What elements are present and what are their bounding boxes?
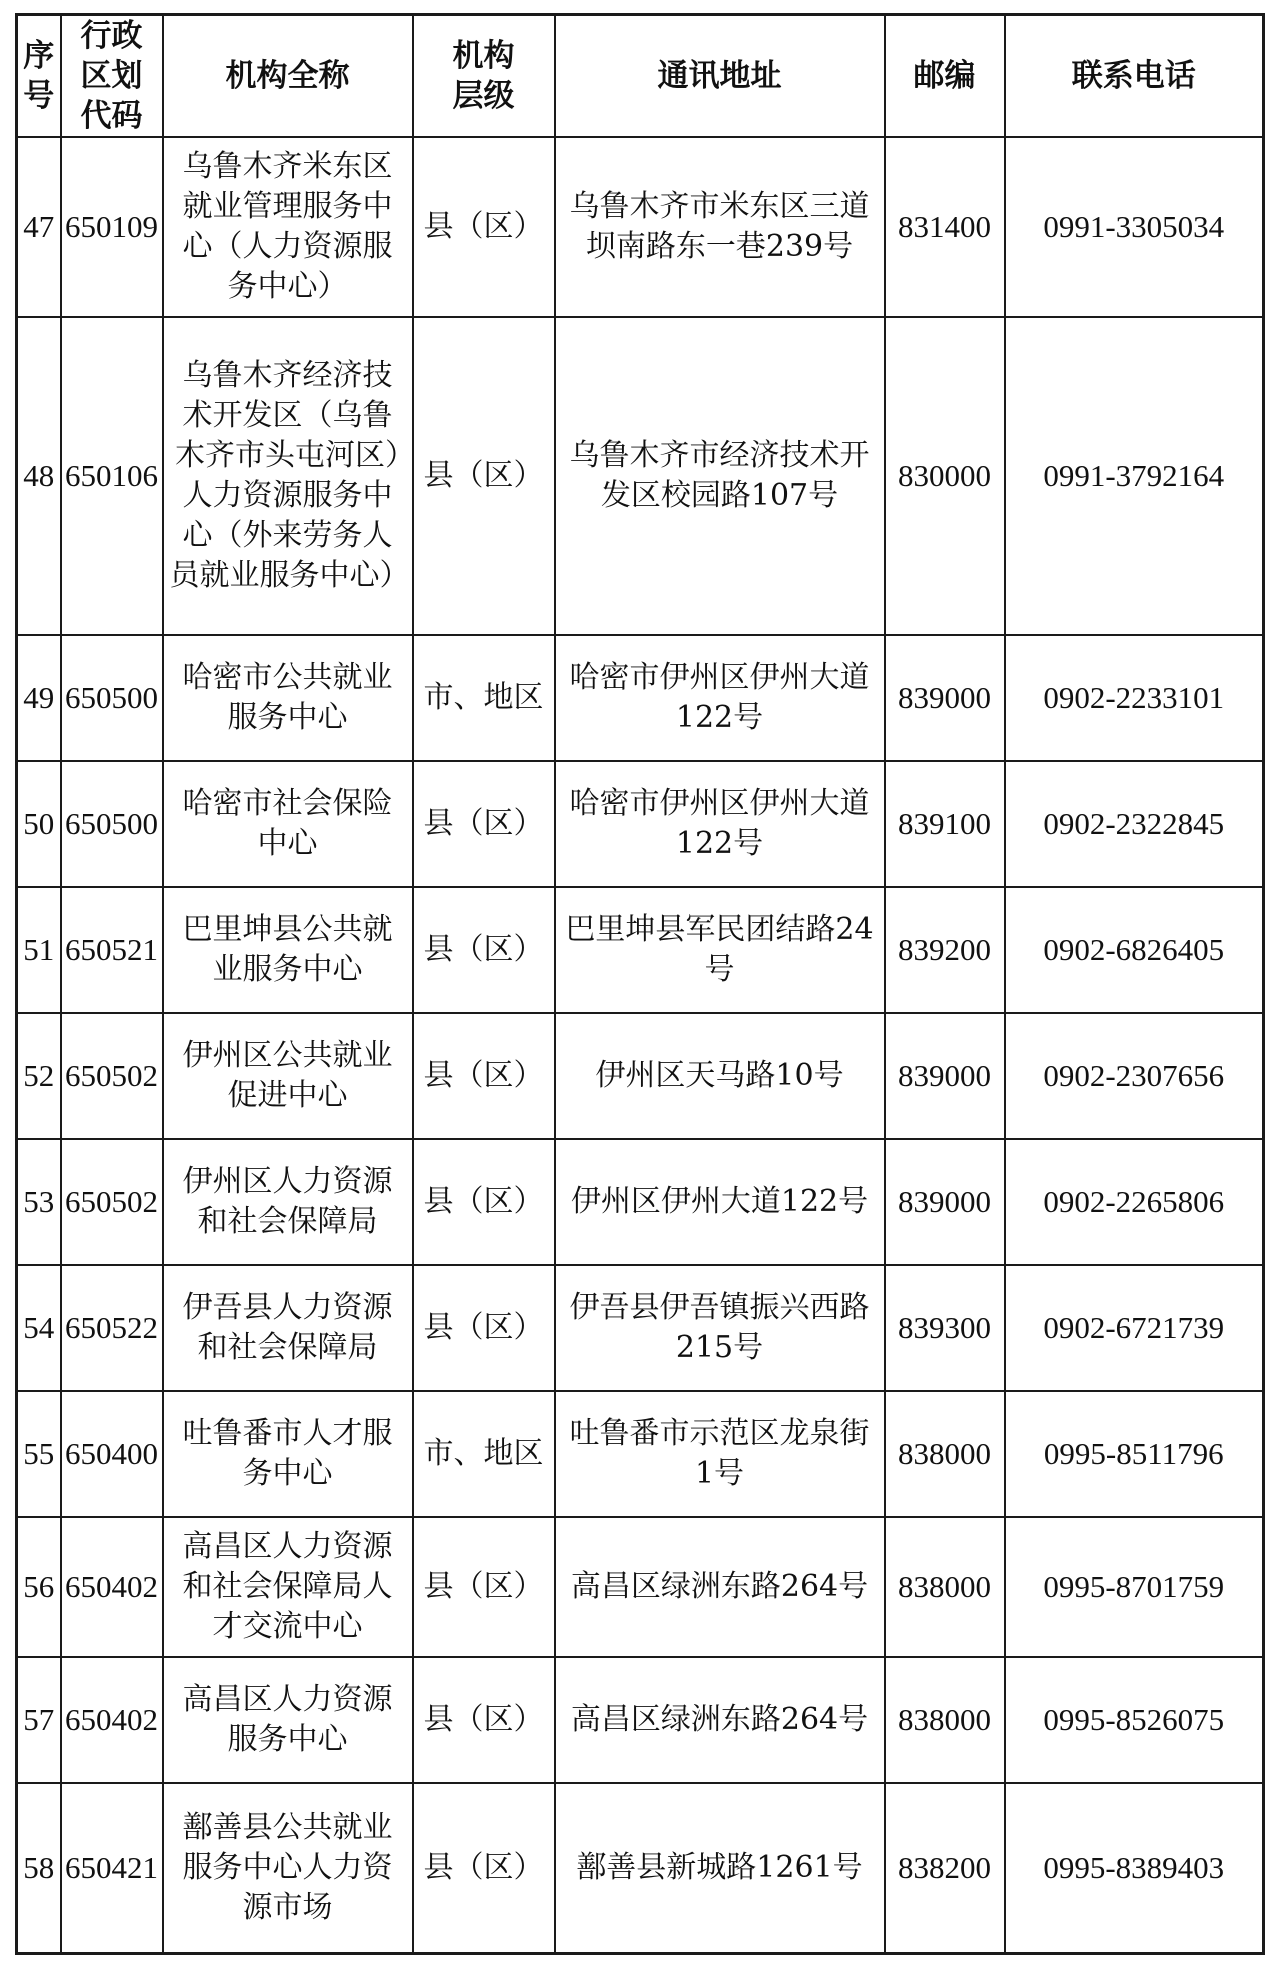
cell-address: 高昌区绿洲东路264号: [555, 1657, 885, 1783]
cell-seq: 47: [17, 137, 61, 317]
table-row: [17, 1013, 1264, 1139]
cell-phone: 0902-6826405: [1005, 887, 1264, 1013]
table-row: [17, 761, 1264, 887]
header-seq: 序号: [17, 15, 61, 138]
cell-phone: 0991-3792164: [1005, 317, 1264, 635]
cell-institution-level: 县（区）: [413, 887, 555, 1013]
cell-seq: 50: [17, 761, 61, 887]
cell-seq: 49: [17, 635, 61, 761]
cell-institution-name: 伊州区人力资源和社会保障局: [163, 1139, 413, 1265]
cell-postcode: 838000: [885, 1391, 1005, 1517]
cell-phone: 0995-8526075: [1005, 1657, 1264, 1783]
cell-address: 伊吾县伊吾镇振兴西路215号: [555, 1265, 885, 1391]
cell-seq: 52: [17, 1013, 61, 1139]
cell-region-code: 650502: [61, 1139, 163, 1265]
table-row: [17, 1265, 1264, 1391]
cell-region-code: 650106: [61, 317, 163, 635]
cell-postcode: 839000: [885, 1139, 1005, 1265]
header-phone: 联系电话: [1005, 15, 1264, 138]
cell-phone: 0902-2233101: [1005, 635, 1264, 761]
cell-address: 哈密市伊州区伊州大道122号: [555, 635, 885, 761]
table-row: [17, 1517, 1264, 1657]
cell-address: 巴里坤县军民团结路24号: [555, 887, 885, 1013]
cell-seq: 54: [17, 1265, 61, 1391]
cell-address: 伊州区天马路10号: [555, 1013, 885, 1139]
cell-address: 哈密市伊州区伊州大道122号: [555, 761, 885, 887]
table-body: [17, 137, 1264, 1953]
cell-institution-level: 县（区）: [413, 1657, 555, 1783]
cell-address: 乌鲁木齐市经济技术开发区校园路107号: [555, 317, 885, 635]
table-row: [17, 317, 1264, 635]
cell-region-code: 650400: [61, 1391, 163, 1517]
cell-address: 乌鲁木齐市米东区三道坝南路东一巷239号: [555, 137, 885, 317]
cell-institution-level: 县（区）: [413, 1139, 555, 1265]
cell-postcode: 830000: [885, 317, 1005, 635]
cell-region-code: 650402: [61, 1657, 163, 1783]
cell-institution-name: 哈密市公共就业服务中心: [163, 635, 413, 761]
cell-postcode: 839000: [885, 635, 1005, 761]
cell-institution-name: 哈密市社会保险中心: [163, 761, 413, 887]
cell-phone: 0902-2307656: [1005, 1013, 1264, 1139]
cell-institution-level: 县（区）: [413, 1265, 555, 1391]
cell-region-code: 650500: [61, 761, 163, 887]
cell-seq: 55: [17, 1391, 61, 1517]
cell-postcode: 838200: [885, 1783, 1005, 1953]
cell-seq: 58: [17, 1783, 61, 1953]
cell-institution-name: 乌鲁木齐经济技术开发区（乌鲁木齐市头屯河区）人力资源服务中心（外来劳务人员就业服务中心）: [163, 317, 413, 635]
table-row: [17, 1391, 1264, 1517]
cell-address: 吐鲁番市示范区龙泉街1号: [555, 1391, 885, 1517]
header-region-code: 行政区划代码: [61, 15, 163, 138]
cell-postcode: 839200: [885, 887, 1005, 1013]
cell-institution-level: 县（区）: [413, 1783, 555, 1953]
cell-address: 高昌区绿洲东路264号: [555, 1517, 885, 1657]
cell-institution-name: 伊州区公共就业促进中心: [163, 1013, 413, 1139]
cell-postcode: 839100: [885, 761, 1005, 887]
table-header-row: [17, 15, 1264, 138]
table-row: [17, 635, 1264, 761]
cell-institution-name: 乌鲁木齐米东区就业管理服务中心（人力资源服务中心）: [163, 137, 413, 317]
cell-postcode: 831400: [885, 137, 1005, 317]
cell-postcode: 838000: [885, 1517, 1005, 1657]
cell-region-code: 650109: [61, 137, 163, 317]
cell-region-code: 650502: [61, 1013, 163, 1139]
cell-seq: 56: [17, 1517, 61, 1657]
cell-region-code: 650421: [61, 1783, 163, 1953]
cell-postcode: 839000: [885, 1013, 1005, 1139]
table-row: [17, 1139, 1264, 1265]
cell-institution-level: 市、地区: [413, 635, 555, 761]
cell-institution-name: 伊吾县人力资源和社会保障局: [163, 1265, 413, 1391]
cell-institution-name: 高昌区人力资源服务中心: [163, 1657, 413, 1783]
cell-phone: 0995-8389403: [1005, 1783, 1264, 1953]
cell-address: 伊州区伊州大道122号: [555, 1139, 885, 1265]
cell-institution-level: 县（区）: [413, 137, 555, 317]
cell-phone: 0995-8511796: [1005, 1391, 1264, 1517]
cell-region-code: 650522: [61, 1265, 163, 1391]
cell-seq: 53: [17, 1139, 61, 1265]
table-row: [17, 1783, 1264, 1953]
cell-institution-name: 巴里坤县公共就业服务中心: [163, 887, 413, 1013]
header-address: 通讯地址: [555, 15, 885, 138]
cell-postcode: 839300: [885, 1265, 1005, 1391]
cell-region-code: 650402: [61, 1517, 163, 1657]
cell-region-code: 650521: [61, 887, 163, 1013]
cell-seq: 48: [17, 317, 61, 635]
cell-seq: 57: [17, 1657, 61, 1783]
cell-institution-level: 县（区）: [413, 761, 555, 887]
table-row: [17, 887, 1264, 1013]
header-institution-level: 机构层级: [413, 15, 555, 138]
cell-postcode: 838000: [885, 1657, 1005, 1783]
cell-phone: 0995-8701759: [1005, 1517, 1264, 1657]
table-row: [17, 137, 1264, 317]
cell-seq: 51: [17, 887, 61, 1013]
cell-region-code: 650500: [61, 635, 163, 761]
cell-institution-name: 高昌区人力资源和社会保障局人才交流中心: [163, 1517, 413, 1657]
cell-institution-level: 市、地区: [413, 1391, 555, 1517]
table-row: [17, 1657, 1264, 1783]
cell-phone: 0991-3305034: [1005, 137, 1264, 317]
cell-institution-level: 县（区）: [413, 1013, 555, 1139]
cell-address: 鄯善县新城路1261号: [555, 1783, 885, 1953]
header-institution-name: 机构全称: [163, 15, 413, 138]
cell-institution-level: 县（区）: [413, 317, 555, 635]
header-postcode: 邮编: [885, 15, 1005, 138]
cell-phone: 0902-2322845: [1005, 761, 1264, 887]
cell-institution-name: 吐鲁番市人才服务中心: [163, 1391, 413, 1517]
institution-table: [15, 13, 1265, 1955]
cell-institution-level: 县（区）: [413, 1517, 555, 1657]
cell-phone: 0902-2265806: [1005, 1139, 1264, 1265]
cell-phone: 0902-6721739: [1005, 1265, 1264, 1391]
cell-institution-name: 鄯善县公共就业服务中心人力资源市场: [163, 1783, 413, 1953]
